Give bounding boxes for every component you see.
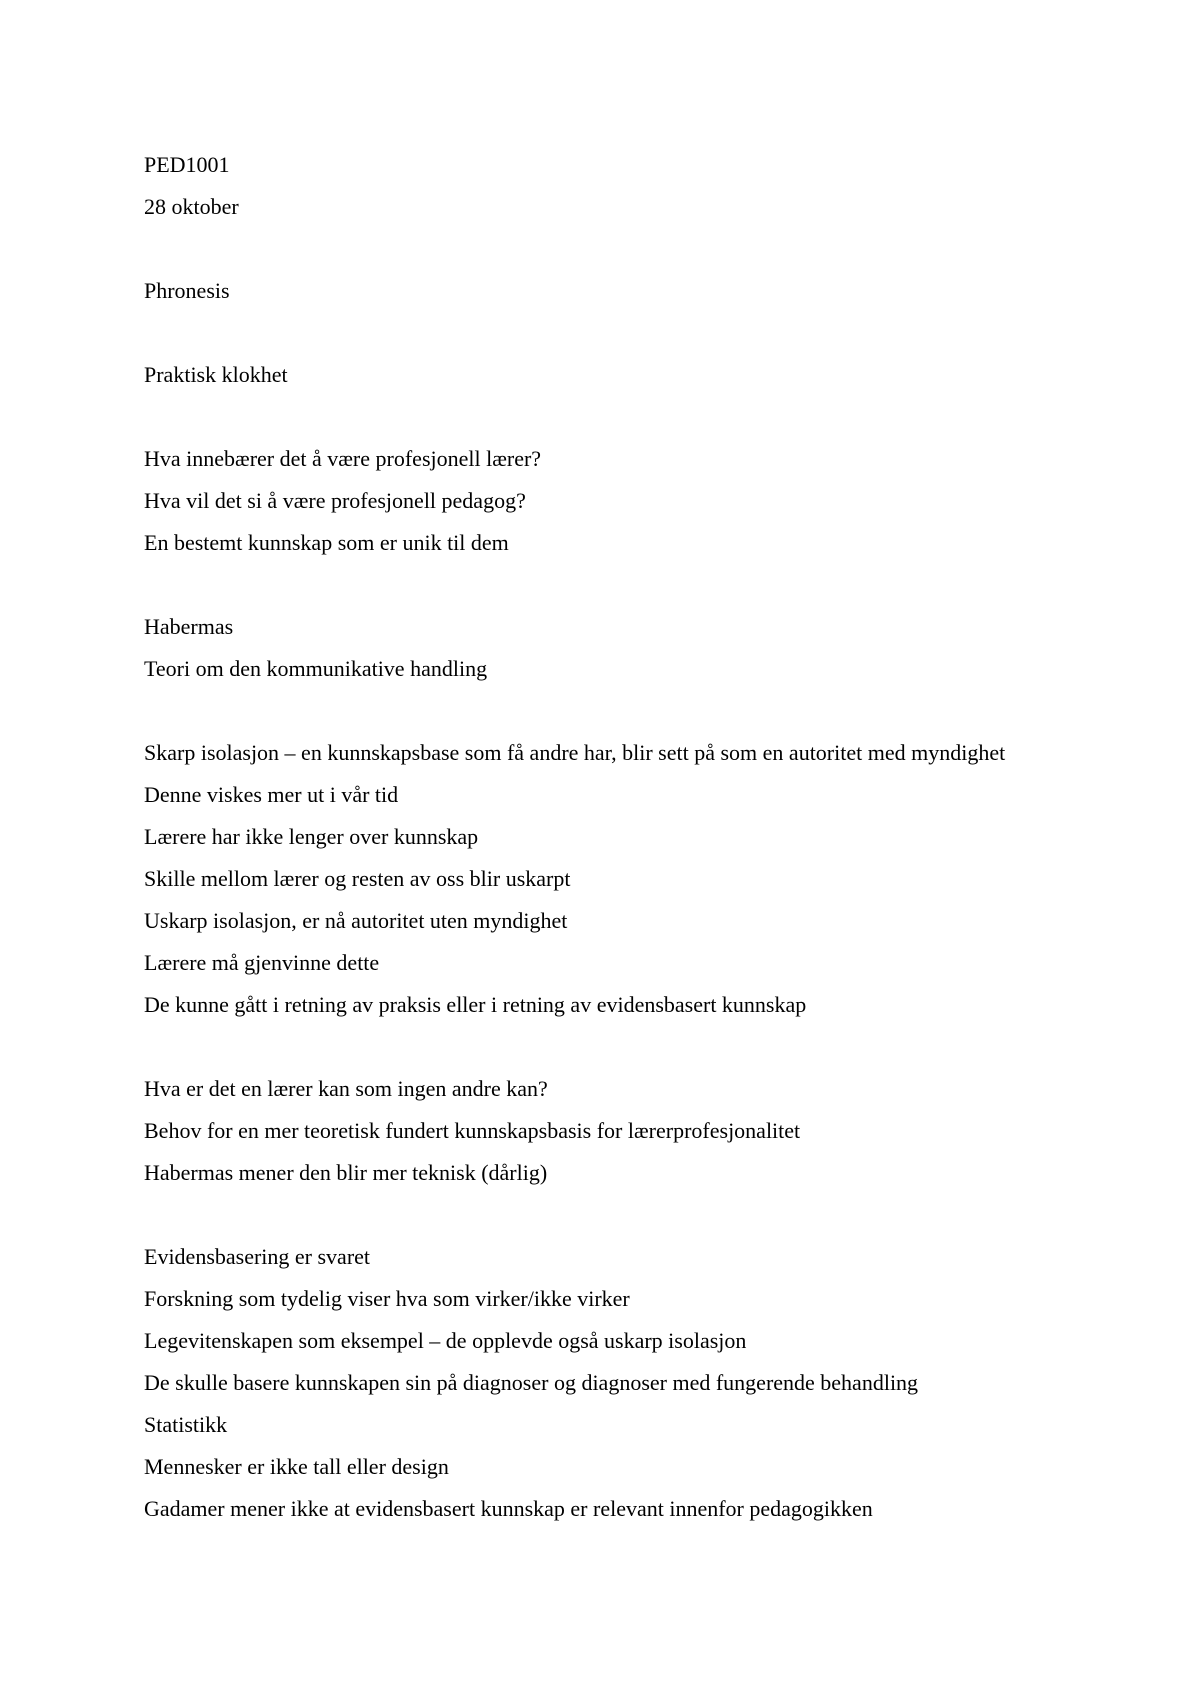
note-line: Behov for en mer teoretisk fundert kunnskapsbasis for lærerprofesjonalitet	[144, 1118, 801, 1143]
note-line: Hva innebærer det å være profesjonell lærer?	[144, 446, 542, 471]
paragraph-gap	[144, 564, 1064, 606]
course-code: PED1001	[144, 152, 230, 177]
note-line: Habermas mener den blir mer teknisk (dårlig)	[144, 1160, 548, 1185]
note-line: Forskning som tydelig viser hva som virker/ikke virker	[144, 1286, 630, 1311]
note-line: Teori om den kommunikative handling	[144, 656, 488, 681]
note-line: Legevitenskapen som eksempel – de opplevde også uskarp isolasjon	[144, 1328, 747, 1353]
note-line: De skulle basere kunnskapen sin på diagnoser og diagnoser med fungerende behandling	[144, 1370, 919, 1395]
note-line: Hva er det en lærer kan som ingen andre kan?	[144, 1076, 548, 1101]
note-line: En bestemt kunnskap som er unik til dem	[144, 530, 509, 555]
topic-heading: Phronesis	[144, 278, 230, 303]
note-line: Hva vil det si å være profesjonell pedagog?	[144, 488, 526, 513]
topic-subheading: Praktisk klokhet	[144, 362, 288, 387]
paragraph-gap	[144, 312, 1064, 354]
note-line: Denne viskes mer ut i vår tid	[144, 782, 399, 807]
note-line: Gadamer mener ikke at evidensbasert kunnskap er relevant innenfor pedagogikken	[144, 1496, 873, 1521]
note-date: 28 oktober	[144, 194, 239, 219]
note-line: Mennesker er ikke tall eller design	[144, 1454, 449, 1479]
paragraph-gap	[144, 396, 1064, 438]
document-body	[144, 144, 1064, 1530]
paragraph-gap	[144, 228, 1064, 270]
paragraph-gap	[144, 690, 1064, 732]
note-line: Uskarp isolasjon, er nå autoritet uten myndighet	[144, 908, 568, 933]
note-line: Statistikk	[144, 1412, 228, 1437]
paragraph-gap	[144, 1026, 1064, 1068]
note-line: Skarp isolasjon – en kunnskapsbase som få andre har, blir sett på som en autoritet med myndighet	[144, 740, 1006, 765]
note-line: Lærere må gjenvinne dette	[144, 950, 380, 975]
note-line: Habermas	[144, 614, 234, 639]
note-line: Lærere har ikke lenger over kunnskap	[144, 824, 479, 849]
note-line: Evidensbasering er svaret	[144, 1244, 371, 1269]
paragraph-gap	[144, 1194, 1064, 1236]
note-line: De kunne gått i retning av praksis eller i retning av evidensbasert kunnskap	[144, 992, 807, 1017]
note-line: Skille mellom lærer og resten av oss blir uskarpt	[144, 866, 571, 891]
